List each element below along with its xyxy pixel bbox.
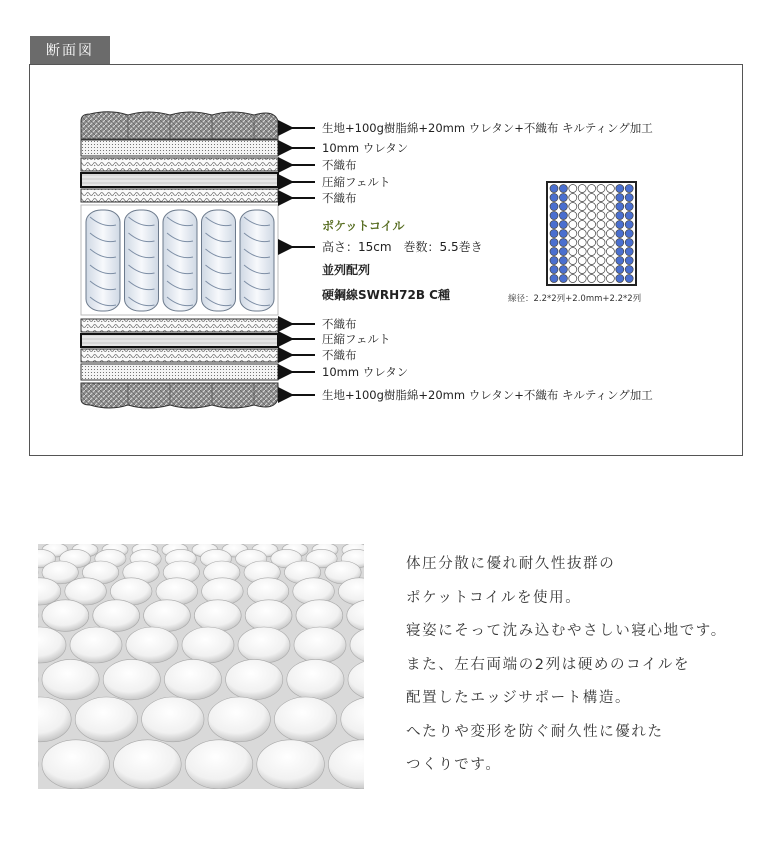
center-coil-circle <box>597 194 605 202</box>
center-coil-circle <box>606 212 614 220</box>
coil-grid-circles <box>550 185 633 283</box>
center-coil-circle <box>569 212 577 220</box>
center-coil-circle <box>588 212 596 220</box>
layer-label: 圧縮フェルト <box>322 332 391 346</box>
layer-label: 生地+100g樹脂綿+20mm ウレタン+不織布 キルティング加工 <box>322 121 653 135</box>
center-coil-circle <box>606 221 614 229</box>
coil-title: ポケットコイル <box>322 219 405 233</box>
center-coil-circle <box>606 248 614 256</box>
center-coil-circle <box>578 230 586 238</box>
center-coil-circle <box>578 248 586 256</box>
edge-coil-circle <box>616 185 624 193</box>
layer-label: 10mm ウレタン <box>322 365 409 379</box>
layer-label: 生地+100g樹脂綿+20mm ウレタン+不織布 キルティング加工 <box>322 388 653 402</box>
center-coil-circle <box>597 257 605 265</box>
description-line: 配置したエッジサポート構造。 <box>406 690 632 706</box>
center-coil-circle <box>578 239 586 247</box>
center-coil-circle <box>578 266 586 274</box>
edge-coil-circle <box>559 239 567 247</box>
center-coil-circle <box>578 257 586 265</box>
pocket-coil <box>240 210 274 311</box>
bottom-quilting-layer <box>81 383 278 408</box>
edge-coil-circle <box>550 266 558 274</box>
edge-coil-circle <box>550 257 558 265</box>
edge-coil-circle <box>625 230 633 238</box>
center-coil-circle <box>606 185 614 193</box>
edge-coil-circle <box>625 239 633 247</box>
center-coil-circle <box>578 203 586 211</box>
center-coil-circle <box>606 203 614 211</box>
edge-coil-circle <box>625 194 633 202</box>
center-coil-circle <box>588 185 596 193</box>
pocket-coil <box>202 210 236 311</box>
center-coil-circle <box>588 221 596 229</box>
center-coil-circle <box>569 194 577 202</box>
center-coil-circle <box>578 185 586 193</box>
edge-coil-circle <box>559 275 567 283</box>
edge-coil-circle <box>616 221 624 229</box>
center-coil-circle <box>569 221 577 229</box>
center-coil-circle <box>588 275 596 283</box>
edge-coil-circle <box>550 185 558 193</box>
edge-coil-circle <box>550 275 558 283</box>
center-coil-circle <box>588 203 596 211</box>
coil-arrangement: 並列配列 <box>322 263 371 277</box>
edge-coil-circle <box>616 257 624 265</box>
nonwoven-layer <box>81 158 278 171</box>
edge-coil-circle <box>559 212 567 220</box>
center-coil-circle <box>597 230 605 238</box>
edge-coil-circle <box>559 185 567 193</box>
pocket-coil-photo <box>38 544 364 789</box>
center-coil-circle <box>597 239 605 247</box>
center-coil-circle <box>606 257 614 265</box>
edge-coil-circle <box>616 266 624 274</box>
pocket-coils <box>86 210 274 311</box>
edge-coil-circle <box>625 185 633 193</box>
description-line: つくりです。 <box>406 757 502 773</box>
description-line: また、左右両端の2列は硬めのコイルを <box>406 656 691 673</box>
edge-coil-circle <box>559 257 567 265</box>
center-coil-circle <box>569 248 577 256</box>
edge-coil-circle <box>550 239 558 247</box>
edge-coil-circle <box>625 203 633 211</box>
center-coil-circle <box>597 212 605 220</box>
felt-layer <box>81 334 278 347</box>
edge-coil-circle <box>550 248 558 256</box>
edge-coil-circle <box>616 212 624 220</box>
description-line: 寝姿にそって沈み込むやさしい寝心地です。 <box>406 623 727 639</box>
top-quilting-layer <box>81 112 278 139</box>
center-coil-circle <box>569 230 577 238</box>
center-coil-circle <box>569 275 577 283</box>
edge-coil-circle <box>616 230 624 238</box>
edge-coil-circle <box>559 203 567 211</box>
edge-coil-circle <box>559 248 567 256</box>
description-line: ポケットコイルを使用。 <box>406 589 582 606</box>
center-coil-circle <box>606 239 614 247</box>
edge-coil-circle <box>559 266 567 274</box>
center-coil-circle <box>606 230 614 238</box>
center-coil-circle <box>578 194 586 202</box>
nonwoven-layer <box>81 189 278 202</box>
center-coil-circle <box>588 239 596 247</box>
edge-coil-circle <box>625 248 633 256</box>
grid-caption: 線径：2.2*2列+2.0mm+2.2*2列 <box>508 294 642 304</box>
edge-coil-circle <box>616 194 624 202</box>
center-coil-circle <box>569 239 577 247</box>
felt-layer <box>81 173 278 187</box>
nonwoven-layer <box>81 319 278 332</box>
nonwoven-layer <box>81 349 278 362</box>
edge-coil-circle <box>616 248 624 256</box>
layer-label: 不織布 <box>322 191 357 205</box>
center-coil-circle <box>606 194 614 202</box>
center-coil-circle <box>569 266 577 274</box>
edge-coil-circle <box>625 212 633 220</box>
center-coil-circle <box>597 275 605 283</box>
edge-coil-circle <box>616 203 624 211</box>
center-coil-circle <box>578 275 586 283</box>
coil-wire: 硬鋼線SWRH72B C種 <box>322 288 450 302</box>
center-coil-circle <box>588 248 596 256</box>
description-text <box>406 548 776 783</box>
center-coil-circle <box>597 266 605 274</box>
section-tab: 断面図 <box>30 36 110 64</box>
layer-label: 不織布 <box>322 158 357 172</box>
layer-arrows <box>292 128 315 395</box>
pocket-coil <box>163 210 197 311</box>
center-coil-circle <box>578 212 586 220</box>
edge-coil-circle <box>625 257 633 265</box>
cross-section-diagram <box>29 64 743 456</box>
center-coil-circle <box>588 230 596 238</box>
edge-coil-circle <box>550 212 558 220</box>
edge-coil-circle <box>625 275 633 283</box>
center-coil-circle <box>588 194 596 202</box>
edge-coil-circle <box>550 230 558 238</box>
center-coil-circle <box>606 266 614 274</box>
description-line: 体圧分散に優れ耐久性抜群の <box>406 556 616 572</box>
center-coil-circle <box>588 257 596 265</box>
center-coil-circle <box>597 185 605 193</box>
layer-label: 不織布 <box>322 348 357 362</box>
center-coil-circle <box>606 275 614 283</box>
edge-coil-circle <box>550 203 558 211</box>
edge-coil-circle <box>559 230 567 238</box>
layer-label: 不織布 <box>322 317 357 331</box>
center-coil-circle <box>578 221 586 229</box>
center-coil-circle <box>597 248 605 256</box>
layer-label: 圧縮フェルト <box>322 175 391 189</box>
edge-coil-circle <box>550 194 558 202</box>
coil-spec: 高さ：15cm 巻数：5.5巻き <box>322 240 483 254</box>
urethane-layer <box>81 364 278 380</box>
edge-coil-circle <box>616 275 624 283</box>
center-coil-circle <box>588 266 596 274</box>
pocket-coil <box>86 210 120 311</box>
center-coil-circle <box>597 203 605 211</box>
edge-coil-circle <box>559 194 567 202</box>
edge-coil-circle <box>616 239 624 247</box>
center-coil-circle <box>569 185 577 193</box>
edge-coil-circle <box>559 221 567 229</box>
center-coil-circle <box>569 257 577 265</box>
edge-coil-circle <box>625 266 633 274</box>
description-line: へたりや変形を防ぐ耐久性に優れた <box>406 723 664 740</box>
edge-coil-circle <box>550 221 558 229</box>
urethane-layer <box>81 140 278 156</box>
pocket-coil <box>125 210 159 311</box>
center-coil-circle <box>597 221 605 229</box>
center-coil-circle <box>569 203 577 211</box>
layer-label: 10mm ウレタン <box>322 141 409 155</box>
edge-coil-circle <box>625 221 633 229</box>
